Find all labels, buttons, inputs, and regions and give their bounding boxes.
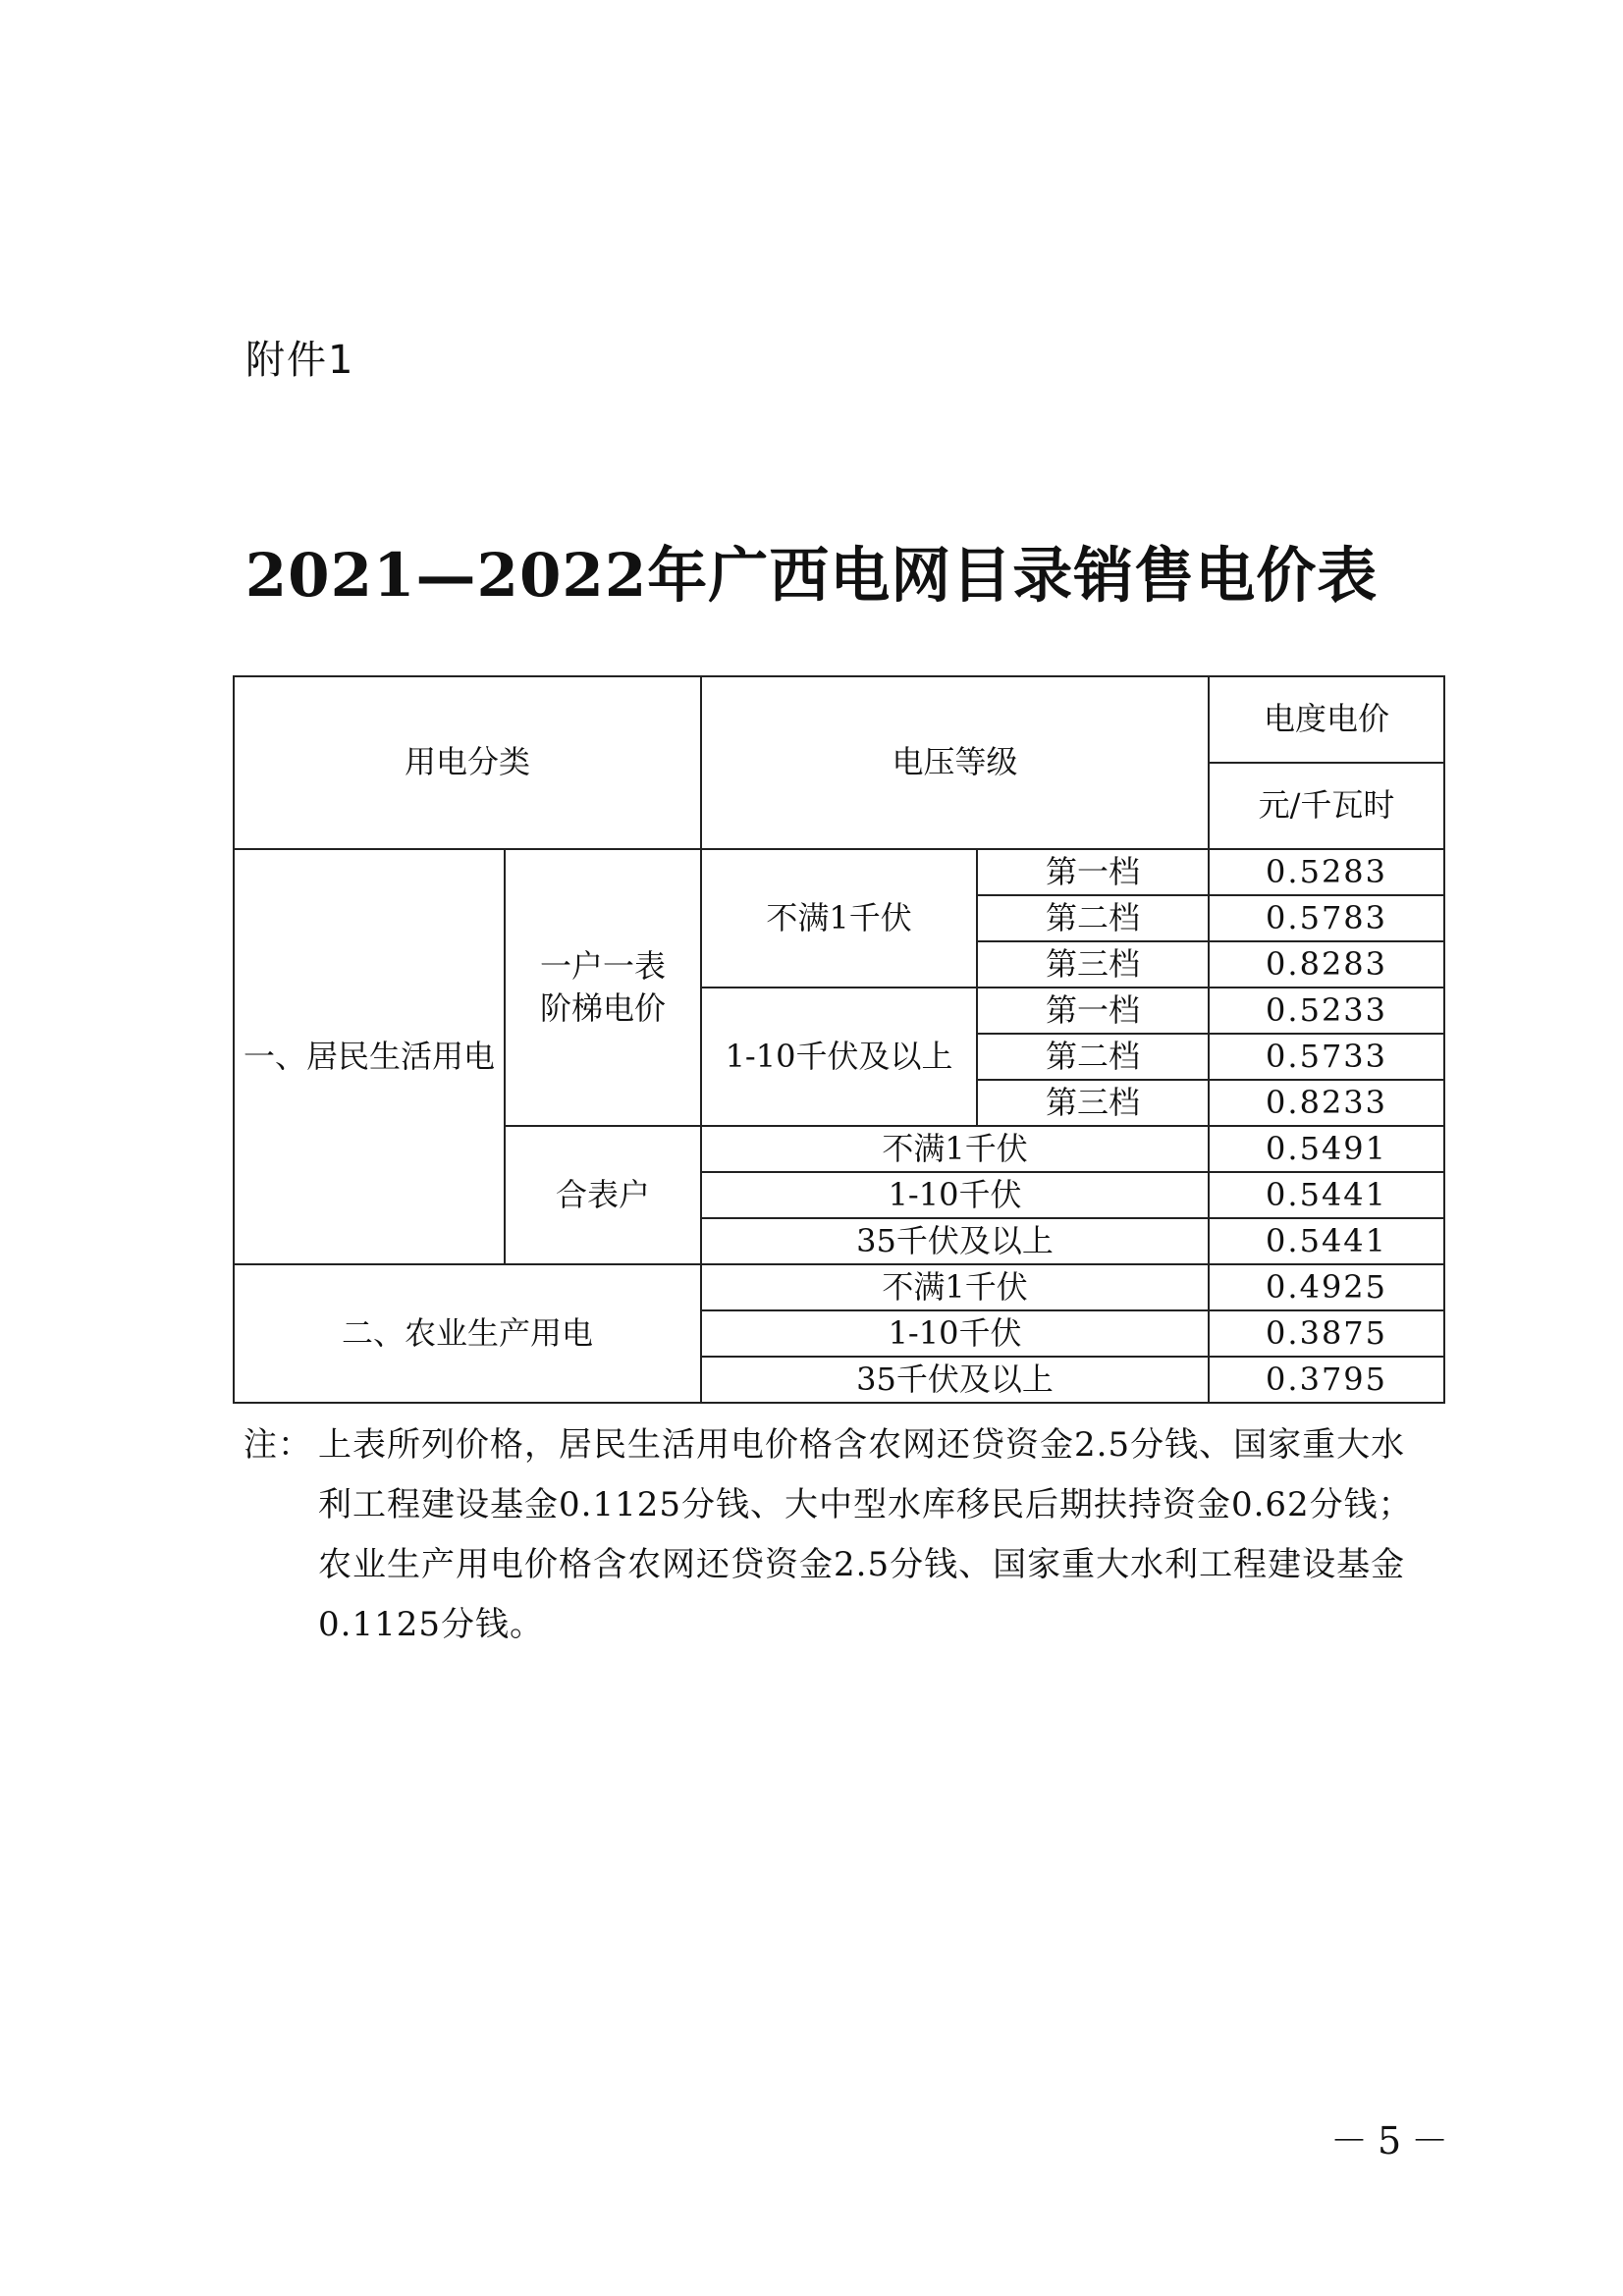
table-row [234,849,1444,895]
price-cell: 0.5733 [1209,1034,1444,1080]
tier-cell: 第一档 [977,849,1209,895]
voltage-cell: 1-10千伏 [701,1172,1209,1218]
attachment-label: 附件1 [245,338,355,383]
price-cell: 0.5441 [1209,1172,1444,1218]
header-unit: 元/千瓦时 [1209,763,1444,849]
price-cell: 0.3795 [1209,1357,1444,1403]
price-cell: 0.5441 [1209,1218,1444,1264]
tiered-label [505,849,701,1126]
residential-label: 一、居民生活用电 [234,849,505,1264]
table-header-row [234,676,1444,763]
table-row [234,1264,1444,1310]
shared-meter-label: 合表户 [505,1126,701,1264]
price-cell: 0.5491 [1209,1126,1444,1172]
page-title: 2021—2022年广西电网目录销售电价表 [244,541,1379,611]
header-category: 用电分类 [234,676,701,849]
price-table [233,675,1445,1404]
page-number: －5－ [1330,2119,1459,2163]
voltage-cell: 35千伏及以上 [701,1218,1209,1264]
price-cell: 0.5233 [1209,988,1444,1034]
header-voltage: 电压等级 [701,676,1209,849]
tier-cell: 第二档 [977,1034,1209,1080]
footnote [243,1415,1432,1655]
price-cell: 0.5283 [1209,849,1444,895]
price-cell: 0.8233 [1209,1080,1444,1126]
price-cell: 0.4925 [1209,1264,1444,1310]
tier-cell: 第三档 [977,1080,1209,1126]
footnote-lead: 注： [243,1425,312,1465]
footnote-text: 上表所列价格，居民生活用电价格含农网还贷资金2.5分钱、国家重大水利工程建设基金0.1125分钱、大中型水库移民后期扶持资金0.62分钱；农业生产用电价格含农网还贷资金2.5分钱、国家重大水利工程建设基金0.1125分钱。 [318,1425,1413,1644]
tier-cell: 第一档 [977,988,1209,1034]
voltage-cell: 不满1千伏 [701,1264,1209,1310]
voltage-cell: 1-10千伏 [701,1310,1209,1357]
header-price: 电度电价 [1209,676,1444,763]
tiered-label-line1: 一户一表 [540,946,667,985]
agricultural-label: 二、农业生产用电 [234,1264,701,1403]
price-cell: 0.3875 [1209,1310,1444,1357]
price-cell: 0.8283 [1209,941,1444,988]
voltage-cell: 不满1千伏 [701,1126,1209,1172]
tier-cell: 第三档 [977,941,1209,988]
voltage-cell: 1-10千伏及以上 [701,988,977,1126]
price-cell: 0.5783 [1209,895,1444,941]
voltage-cell: 35千伏及以上 [701,1357,1209,1403]
tier-cell: 第二档 [977,895,1209,941]
voltage-cell: 不满1千伏 [701,849,977,988]
tiered-label-line2: 阶梯电价 [540,989,667,1027]
